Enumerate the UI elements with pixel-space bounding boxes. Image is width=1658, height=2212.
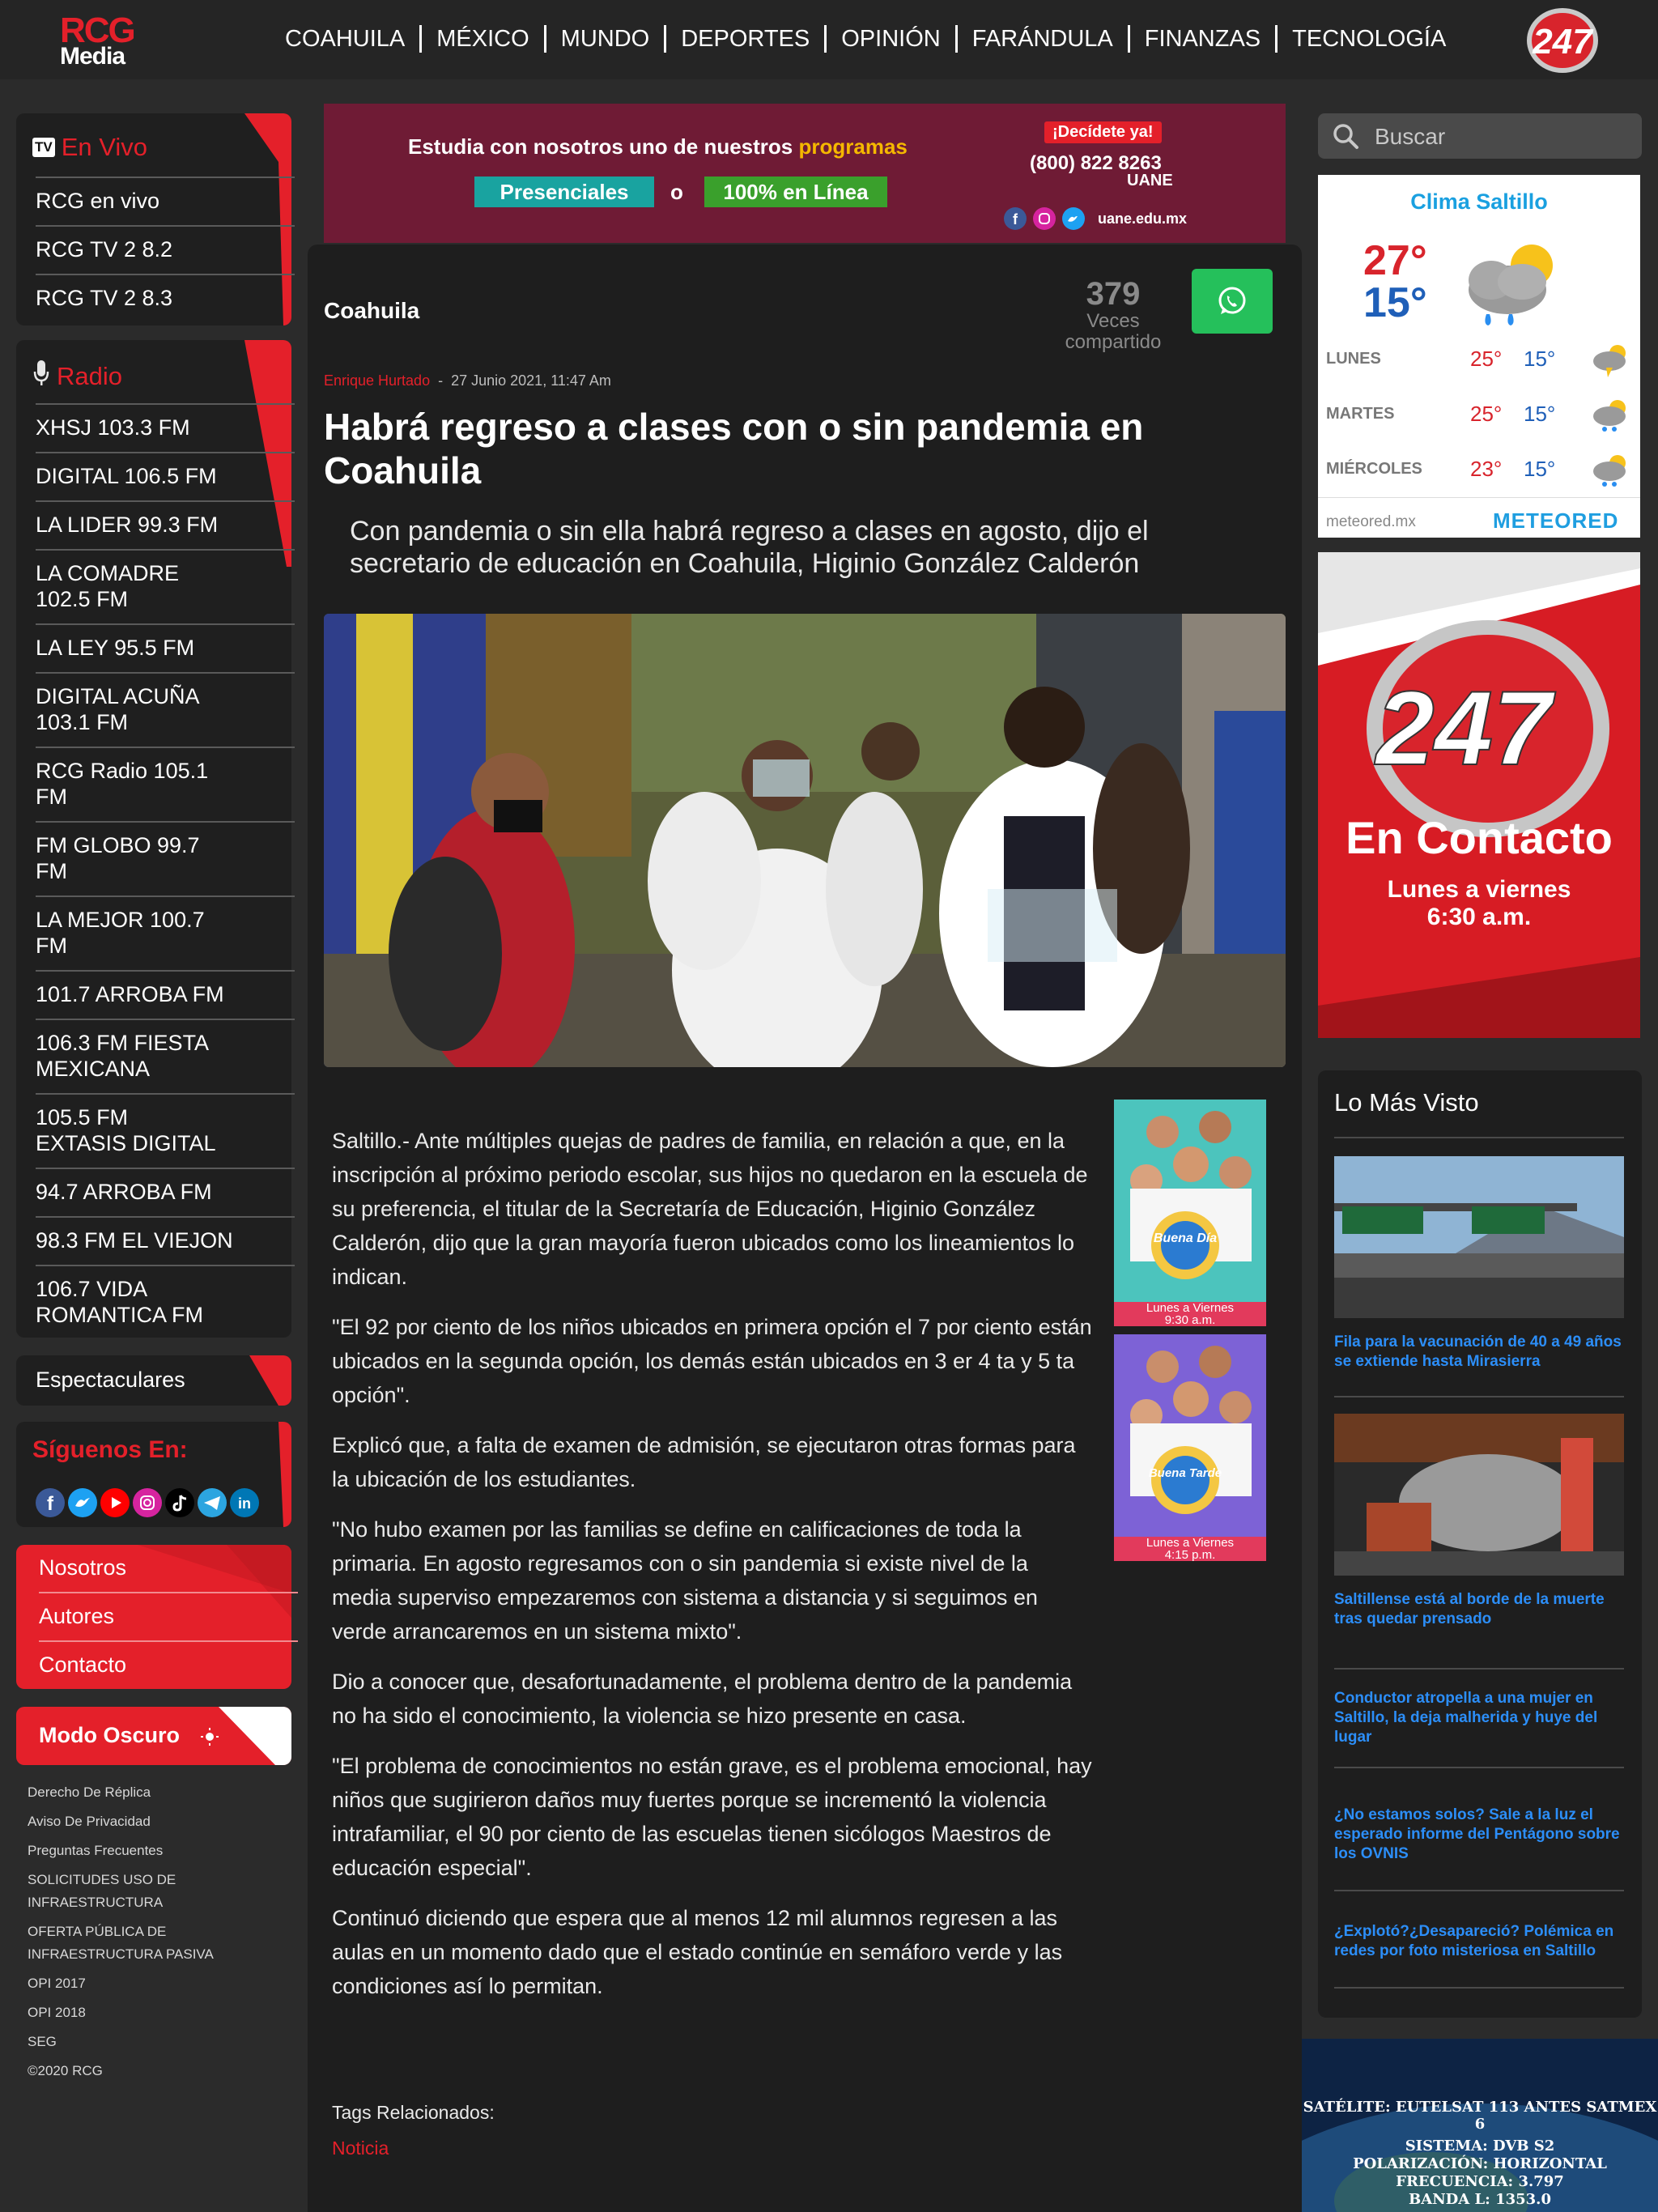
ad-social	[1004, 207, 1187, 230]
ad-conjunction: o	[670, 180, 683, 204]
radio-item[interactable]: LA COMADRE 102.5 FM	[36, 561, 180, 611]
forecast-max: 23°	[1470, 457, 1503, 481]
instagram-icon	[1033, 207, 1056, 230]
most-viewed-link[interactable]: ¿Explotó?¿Desapareció? Polémica en redes por foto misteriosa en Saltillo	[1334, 1923, 1614, 1959]
divider	[36, 1093, 295, 1095]
article-category[interactable]: Coahuila	[324, 298, 420, 323]
divider	[36, 500, 295, 502]
weather-title: Clima Saltillo	[1410, 189, 1548, 214]
sun-icon	[201, 1728, 219, 1746]
sidebar-item-rcg-tv-82[interactable]: RCG TV 2 8.2	[36, 237, 173, 262]
satellite-line: SISTEMA: DVB S2	[1405, 2138, 1555, 2155]
sidebar-item-rcg-en-vivo[interactable]: RCG en vivo	[36, 189, 160, 213]
nav-separator	[1275, 25, 1278, 53]
satellite-line: SATÉLITE: EUTELSAT 113 ANTES SATMEX 6	[1303, 2099, 1657, 2133]
weather-source: meteored.mx	[1326, 513, 1416, 530]
share-count: 379	[1086, 276, 1141, 312]
divider	[1334, 1987, 1624, 1989]
radio-item[interactable]: DIGITAL 106.5 FM	[36, 464, 217, 488]
promo-show-name: Buena Tarde	[1148, 1466, 1222, 1480]
article-subtitle: Con pandemia o sin ella habrá regreso a clases en agosto, dijo el secretario de educación en Coahuila, Higinio González Calderón	[350, 516, 1149, 579]
nav-finanzas[interactable]: FINANZAS	[1144, 25, 1261, 52]
microphone-icon	[32, 359, 50, 393]
promo-time: 9:30 a.m.	[1164, 1313, 1216, 1326]
divider	[36, 895, 295, 897]
nav-mundo[interactable]: MUNDO	[560, 25, 650, 52]
tv-ad-title: En Contacto	[1346, 812, 1613, 863]
most-viewed-link[interactable]: ¿No estamos solos? Sale a la luz el esperado informe del Pentágono sobre los OVNIS	[1334, 1806, 1620, 1862]
divider	[36, 747, 295, 748]
promo-days: Lunes a Viernes	[1146, 1301, 1235, 1315]
weather-max: 27°	[1363, 237, 1427, 284]
rcg-media-logo[interactable]	[60, 13, 146, 70]
footer-link[interactable]: SOLICITUDES USO DE INFRAESTRUCTURA	[28, 1872, 176, 1910]
article-body	[332, 1124, 1093, 2019]
nosotros-link[interactable]: Nosotros	[39, 1555, 127, 1580]
forecast-min: 15°	[1524, 457, 1556, 481]
rain-icon	[1588, 452, 1634, 489]
divider	[39, 1592, 298, 1593]
youtube-icon[interactable]	[100, 1488, 130, 1517]
footer-link[interactable]: OPI 2018	[28, 2005, 86, 2020]
radio-item[interactable]: RCG Radio 105.1 FM	[36, 759, 209, 809]
most-viewed-link[interactable]: Conductor atropella a una mujer en Saltillo, la deja malherida y huye del lugar	[1334, 1690, 1598, 1746]
most-viewed-thumb[interactable]	[1334, 1414, 1624, 1576]
divider	[36, 821, 295, 823]
ad-headline-a: Estudia con nosotros uno de nuestros	[408, 134, 799, 159]
ad-headline-b: programas	[798, 134, 908, 159]
article-title: Habrá regreso a clases con o sin pandemia en Coahuila	[324, 406, 1144, 491]
divider	[36, 1216, 295, 1218]
tv-ad-line1: Lunes a viernes	[1387, 876, 1571, 903]
nav-farandula[interactable]: FARÁNDULA	[971, 25, 1113, 52]
nav-separator	[1128, 25, 1130, 53]
twitter-icon	[1062, 207, 1085, 230]
twitter-icon[interactable]	[68, 1488, 97, 1517]
tv-ad-line2: 6:30 a.m.	[1426, 904, 1532, 930]
satellite-line: FRECUENCIA: 3.797	[1396, 2173, 1564, 2190]
forecast-day: MARTES	[1326, 405, 1395, 423]
article-paragraph: Saltillo.- Ante múltiples quejas de padres de familia, en relación a que, en la inscripción al próximo periodo escolar, sus hijos no quedaron en la escuela de su preferencia, el titular de la Secretaría de Educación, Higinio González Calderón, dijo que la gran mayoría fueron ubicados como los lineamientos lo indican.	[332, 1129, 1088, 1289]
share-counter	[1061, 277, 1166, 353]
ad-online-pill: 100% en Línea	[704, 177, 887, 207]
promo-artwork	[1114, 1100, 1266, 1302]
whatsapp-icon	[1216, 285, 1248, 317]
meteored-logo: METEORED	[1493, 508, 1619, 533]
logo-247-text: 247	[1533, 22, 1592, 62]
article-paragraph: Continuó diciendo que espera que al menos 12 mil alumnos regresen a las aulas en un momento dado que el estado continúe en semáforo verde y las condiciones así lo permitan.	[332, 1906, 1063, 1998]
contacto-link[interactable]: Contacto	[39, 1653, 127, 1677]
forecast-max: 25°	[1470, 347, 1503, 371]
divider	[36, 1019, 295, 1020]
most-viewed-link[interactable]: Fila para la vacunación de 40 a 49 años se extiende hasta Mirasierra	[1334, 1334, 1622, 1370]
article-photo	[324, 614, 1286, 1067]
nav-tecnologia[interactable]: TECNOLOGÍA	[1292, 25, 1447, 52]
article-paragraph: "El problema de conocimientos no están grave, es el problema emocional, hay niños que sugirieron daños muy fuertes porque se incrementó la violencia intrafamiliar, el 90 por ciento de las escuelas tienen sicólogos Maestros de educación especial".	[332, 1754, 1092, 1880]
tv-icon: TV	[32, 138, 55, 157]
tiktok-icon[interactable]	[165, 1488, 194, 1517]
dark-mode-toggle[interactable]	[16, 1707, 291, 1765]
divider	[1334, 1137, 1624, 1138]
rain-icon	[1588, 397, 1634, 434]
article-paragraph: Dio a conocer que, desafortunadamente, el problema dentro de la pandemia no ha sido el conocimiento, la violencia se hizo presente en casa.	[332, 1670, 1073, 1728]
forecast-day: MIÉRCOLES	[1326, 460, 1422, 478]
divider	[36, 225, 295, 227]
uane-ad-banner[interactable]	[324, 104, 1286, 243]
footer-link[interactable]: Derecho De Réplica	[28, 1784, 151, 1800]
tv-ad-artwork	[1318, 552, 1640, 1038]
ad-badge: ¡Decídete ya!	[1044, 121, 1162, 143]
ad-url: uane.edu.mx	[1098, 210, 1188, 227]
tv-ad-logo: 247	[1375, 669, 1552, 787]
siguenos-title: Síguenos En:	[32, 1436, 188, 1463]
most-viewed-link[interactable]: Saltillense está al borde de la muerte tras quedar prensado	[1334, 1591, 1605, 1627]
radio-item[interactable]: 98.3 FM EL VIEJON	[36, 1228, 233, 1253]
most-viewed-title: Lo Más Visto	[1334, 1088, 1479, 1117]
nav-coahuila[interactable]: COAHUILA	[285, 25, 406, 52]
envivo-header	[32, 133, 147, 162]
share-label-2: compartido	[1065, 331, 1162, 353]
storm-icon	[1588, 342, 1634, 379]
promo-buena-tarde[interactable]	[1114, 1334, 1266, 1561]
article-author[interactable]: Enrique Hurtado	[324, 372, 431, 389]
facebook-icon[interactable]	[36, 1488, 65, 1517]
divider	[36, 623, 295, 625]
footer-link[interactable]: OPI 2017	[28, 1976, 86, 1991]
promo-days: Lunes a Viernes	[1146, 1536, 1235, 1550]
forecast-day: LUNES	[1326, 350, 1381, 368]
tag-link[interactable]: Noticia	[332, 2138, 389, 2159]
divider	[1318, 497, 1640, 498]
envivo-title: En Vivo	[61, 133, 148, 161]
weather-min: 15°	[1363, 279, 1427, 326]
radio-item[interactable]: 101.7 ARROBA FM	[36, 982, 224, 1006]
svg-text:f: f	[1013, 211, 1018, 228]
article-paragraph: "El 92 por ciento de los niños ubicados en primera opción el 7 por ciento están ubicados en la segunda opción, los demás están ubicados en 3 er 4 ta y 5 ta opción".	[332, 1315, 1092, 1407]
divider	[36, 549, 295, 551]
whatsapp-share-button[interactable]	[1192, 269, 1273, 334]
tv-ad-en-contacto[interactable]	[1318, 552, 1640, 1038]
radio-item[interactable]: LA LEY 95.5 FM	[36, 636, 195, 660]
instagram-icon[interactable]	[133, 1488, 162, 1517]
nav-mexico[interactable]: MÉXICO	[436, 25, 529, 52]
promo-artwork	[1114, 1334, 1266, 1537]
footer-link[interactable]: OFERTA PÚBLICA DE INFRAESTRUCTURA PASIVA	[28, 1924, 214, 1962]
radio-item[interactable]: 94.7 ARROBA FM	[36, 1180, 212, 1204]
radio-item[interactable]: DIGITAL ACUÑA 103.1 FM	[36, 684, 199, 734]
divider	[36, 1168, 295, 1169]
article-meta	[324, 372, 611, 389]
dark-mode-label: Modo Oscuro	[39, 1723, 180, 1747]
divider	[36, 452, 295, 453]
promo-schedule	[1114, 1537, 1266, 1561]
tags-label: Tags Relacionados:	[332, 2102, 495, 2123]
forecast-min: 15°	[1524, 402, 1556, 426]
satellite-line: POLARIZACIÓN: HORIZONTAL	[1353, 2155, 1607, 2172]
social-icons	[36, 1488, 259, 1517]
promo-time: 4:15 p.m.	[1164, 1548, 1216, 1561]
radio-item[interactable]: LA LIDER 99.3 FM	[36, 513, 219, 537]
radio-item[interactable]: 106.3 FM FIESTA MEXICANA	[36, 1031, 208, 1081]
most-viewed-thumb[interactable]	[1334, 1156, 1624, 1318]
search-input[interactable]: Buscar	[1375, 124, 1446, 149]
radio-header	[32, 359, 122, 393]
footer-link[interactable]: Preguntas Frecuentes	[28, 1843, 164, 1858]
espectaculares-link[interactable]: Espectaculares	[36, 1368, 185, 1392]
linkedin-icon[interactable]	[230, 1488, 259, 1517]
divider	[36, 1265, 295, 1266]
search-icon	[1331, 121, 1360, 151]
forecast-min: 15°	[1524, 347, 1556, 371]
article-paragraph: "No hubo examen por las familias se define en calificaciones de toda la primaria. En agosto regresamos con o sin pandemia si existe nivel de la media superviso empezaremos con sistema a distancia y si seguimos en verde arrancaremos en un sistema mixto".	[332, 1517, 1038, 1644]
radio-item[interactable]: 105.5 FM EXTASIS DIGITAL	[36, 1105, 216, 1155]
telegram-icon[interactable]	[198, 1488, 227, 1517]
satellite-line: BANDA L: 1353.0	[1409, 2191, 1551, 2208]
ad-phone: (800) 822 8263	[1030, 152, 1162, 174]
footer-links	[28, 1781, 270, 2089]
divider	[36, 274, 295, 275]
nav-separator	[544, 25, 546, 53]
article-date: 27 Junio 2021, 11:47 Am	[451, 372, 611, 389]
divider	[1334, 1890, 1624, 1891]
facebook-icon	[1004, 207, 1027, 230]
divider	[1334, 1396, 1624, 1397]
promo-buena-dia[interactable]	[1114, 1100, 1266, 1326]
svg-text:in: in	[238, 1495, 251, 1512]
weather-widget[interactable]	[1318, 175, 1640, 538]
divider	[39, 1640, 298, 1642]
radio-item[interactable]: LA MEJOR 100.7 FM	[36, 908, 205, 958]
footer-link[interactable]: Aviso De Privacidad	[28, 1814, 151, 1829]
footer-link[interactable]: SEG	[28, 2034, 57, 2049]
promo-schedule	[1114, 1302, 1266, 1326]
nav-separator	[419, 25, 422, 53]
nav-separator	[664, 25, 666, 53]
satellite-info-banner	[1302, 2039, 1658, 2212]
nav-deportes[interactable]: DEPORTES	[681, 25, 810, 52]
divider	[36, 403, 295, 405]
ad-headline	[408, 134, 908, 160]
ad-brand: UANE	[1127, 172, 1173, 189]
forecast-max: 25°	[1470, 402, 1503, 426]
logo-247[interactable]	[1524, 6, 1601, 74]
nav-opinion[interactable]: OPINIÓN	[841, 25, 941, 52]
nav-separator	[955, 25, 958, 53]
radio-item[interactable]: FM GLOBO 99.7 FM	[36, 833, 200, 883]
logo-media-text: Media	[60, 43, 125, 70]
search-bar[interactable]	[1318, 113, 1642, 159]
radio-item[interactable]: XHSJ 103.3 FM	[36, 415, 190, 440]
radio-title: Radio	[57, 362, 122, 390]
cloud-sun-rain-icon	[1451, 233, 1564, 338]
ad-presenciales-pill: Presenciales	[474, 177, 654, 207]
radio-item[interactable]: 106.7 VIDA ROMANTICA FM	[36, 1277, 203, 1327]
sidebar-item-rcg-tv-83[interactable]: RCG TV 2 8.3	[36, 286, 173, 310]
logo-rcg-text: RCG	[60, 11, 134, 50]
divider	[36, 672, 295, 674]
promo-show-name: Buena Día	[1153, 1231, 1218, 1245]
divider	[1334, 1668, 1624, 1670]
share-label-1: Veces	[1086, 310, 1140, 332]
svg-text:f: f	[47, 1493, 53, 1515]
meta-separator: -	[430, 372, 452, 389]
divider	[1334, 1767, 1624, 1768]
footer-copyright: ©2020 RCG	[28, 2063, 103, 2078]
main-nav	[285, 23, 1446, 55]
divider	[36, 970, 295, 972]
nav-separator	[824, 25, 827, 53]
autores-link[interactable]: Autores	[39, 1604, 115, 1628]
divider	[36, 177, 295, 178]
article-paragraph: Explicó que, a falta de examen de admisión, se ejecutaron otras formas para la ubicación de los estudiantes.	[332, 1433, 1076, 1491]
